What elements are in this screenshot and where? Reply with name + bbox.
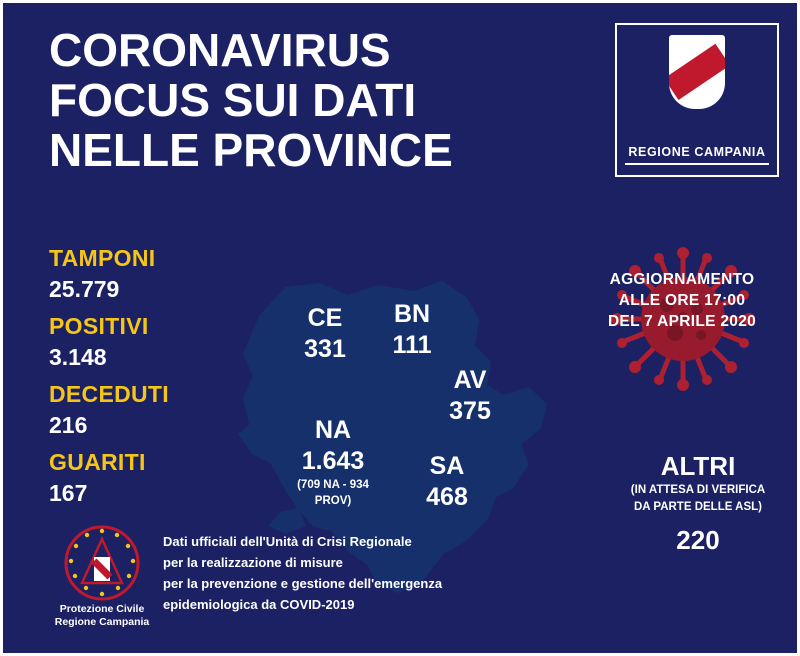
campania-shield-icon bbox=[669, 35, 725, 109]
province-value: 1.643 bbox=[301, 447, 365, 475]
province-sa bbox=[405, 451, 489, 513]
page-title bbox=[49, 25, 609, 175]
update-timestamp bbox=[569, 269, 795, 332]
footnote-line-4: epidemiologica da COVID-2019 bbox=[163, 597, 355, 612]
province-code: AV bbox=[453, 366, 487, 394]
update-line-1: AGGIORNAMENTO bbox=[609, 271, 755, 288]
footnote-line-2: per la realizzazione di misure bbox=[163, 555, 343, 570]
stat-label: GUARITI bbox=[49, 449, 146, 475]
province-breakdown: (709 NA - 934 PROV) bbox=[297, 479, 369, 507]
province-code: CE bbox=[307, 304, 343, 332]
others-subtitle-line-1: (IN ATTESA DI VERIFICA bbox=[630, 484, 766, 496]
footnote bbox=[163, 531, 563, 615]
stat-label: TAMPONI bbox=[49, 245, 156, 271]
title-line-2: FOCUS SUI DATI bbox=[49, 74, 417, 126]
province-bn bbox=[369, 299, 455, 361]
summary-stats bbox=[49, 243, 229, 515]
stat-value: 167 bbox=[49, 480, 88, 506]
stat-value: 25.779 bbox=[49, 276, 120, 302]
stat-guariti bbox=[49, 447, 229, 509]
stat-value: 3.148 bbox=[49, 344, 107, 370]
province-code: BN bbox=[393, 300, 431, 328]
title-line-1: CORONAVIRUS bbox=[49, 24, 391, 76]
others-title: ALTRI bbox=[660, 451, 736, 481]
stat-tamponi bbox=[49, 243, 229, 305]
footnote-line-3: per la prevenzione e gestione dell'emergenza bbox=[163, 576, 443, 591]
others-value: 220 bbox=[676, 525, 720, 555]
update-line-2: ALLE ORE 17:00 bbox=[618, 292, 746, 309]
region-logo-divider bbox=[625, 163, 769, 165]
province-na bbox=[283, 415, 383, 509]
protezione-civile-logo bbox=[41, 525, 163, 629]
protezione-civile-emblem-icon bbox=[64, 525, 140, 601]
province-value: 375 bbox=[449, 397, 491, 425]
others-subtitle-line-2: DA PARTE DELLE ASL) bbox=[634, 501, 762, 513]
province-value: 468 bbox=[426, 483, 468, 511]
province-av bbox=[428, 365, 512, 427]
update-line-3: DEL 7 APRILE 2020 bbox=[607, 313, 757, 330]
province-code: NA bbox=[314, 416, 352, 444]
province-code: SA bbox=[429, 452, 465, 480]
region-logo-label: REGIONE CAMPANIA bbox=[628, 145, 766, 159]
province-value: 111 bbox=[392, 331, 432, 359]
stat-positivi bbox=[49, 311, 229, 373]
regione-campania-logo bbox=[615, 23, 779, 177]
stat-value: 216 bbox=[49, 412, 88, 438]
protezione-civile-label bbox=[41, 603, 163, 629]
stat-deceduti bbox=[49, 379, 229, 441]
footnote-line-1: Dati ufficiali dell'Unità di Crisi Regionale bbox=[163, 534, 412, 549]
province-ce bbox=[283, 303, 367, 365]
province-value: 331 bbox=[304, 335, 346, 363]
pc-label-line-2: Regione Campania bbox=[54, 616, 150, 628]
pc-label-line-1: Protezione Civile bbox=[59, 603, 145, 615]
others-block bbox=[603, 451, 793, 556]
title-line-3: NELLE PROVINCE bbox=[49, 124, 453, 176]
stat-label: DECEDUTI bbox=[49, 381, 169, 407]
stat-label: POSITIVI bbox=[49, 313, 149, 339]
